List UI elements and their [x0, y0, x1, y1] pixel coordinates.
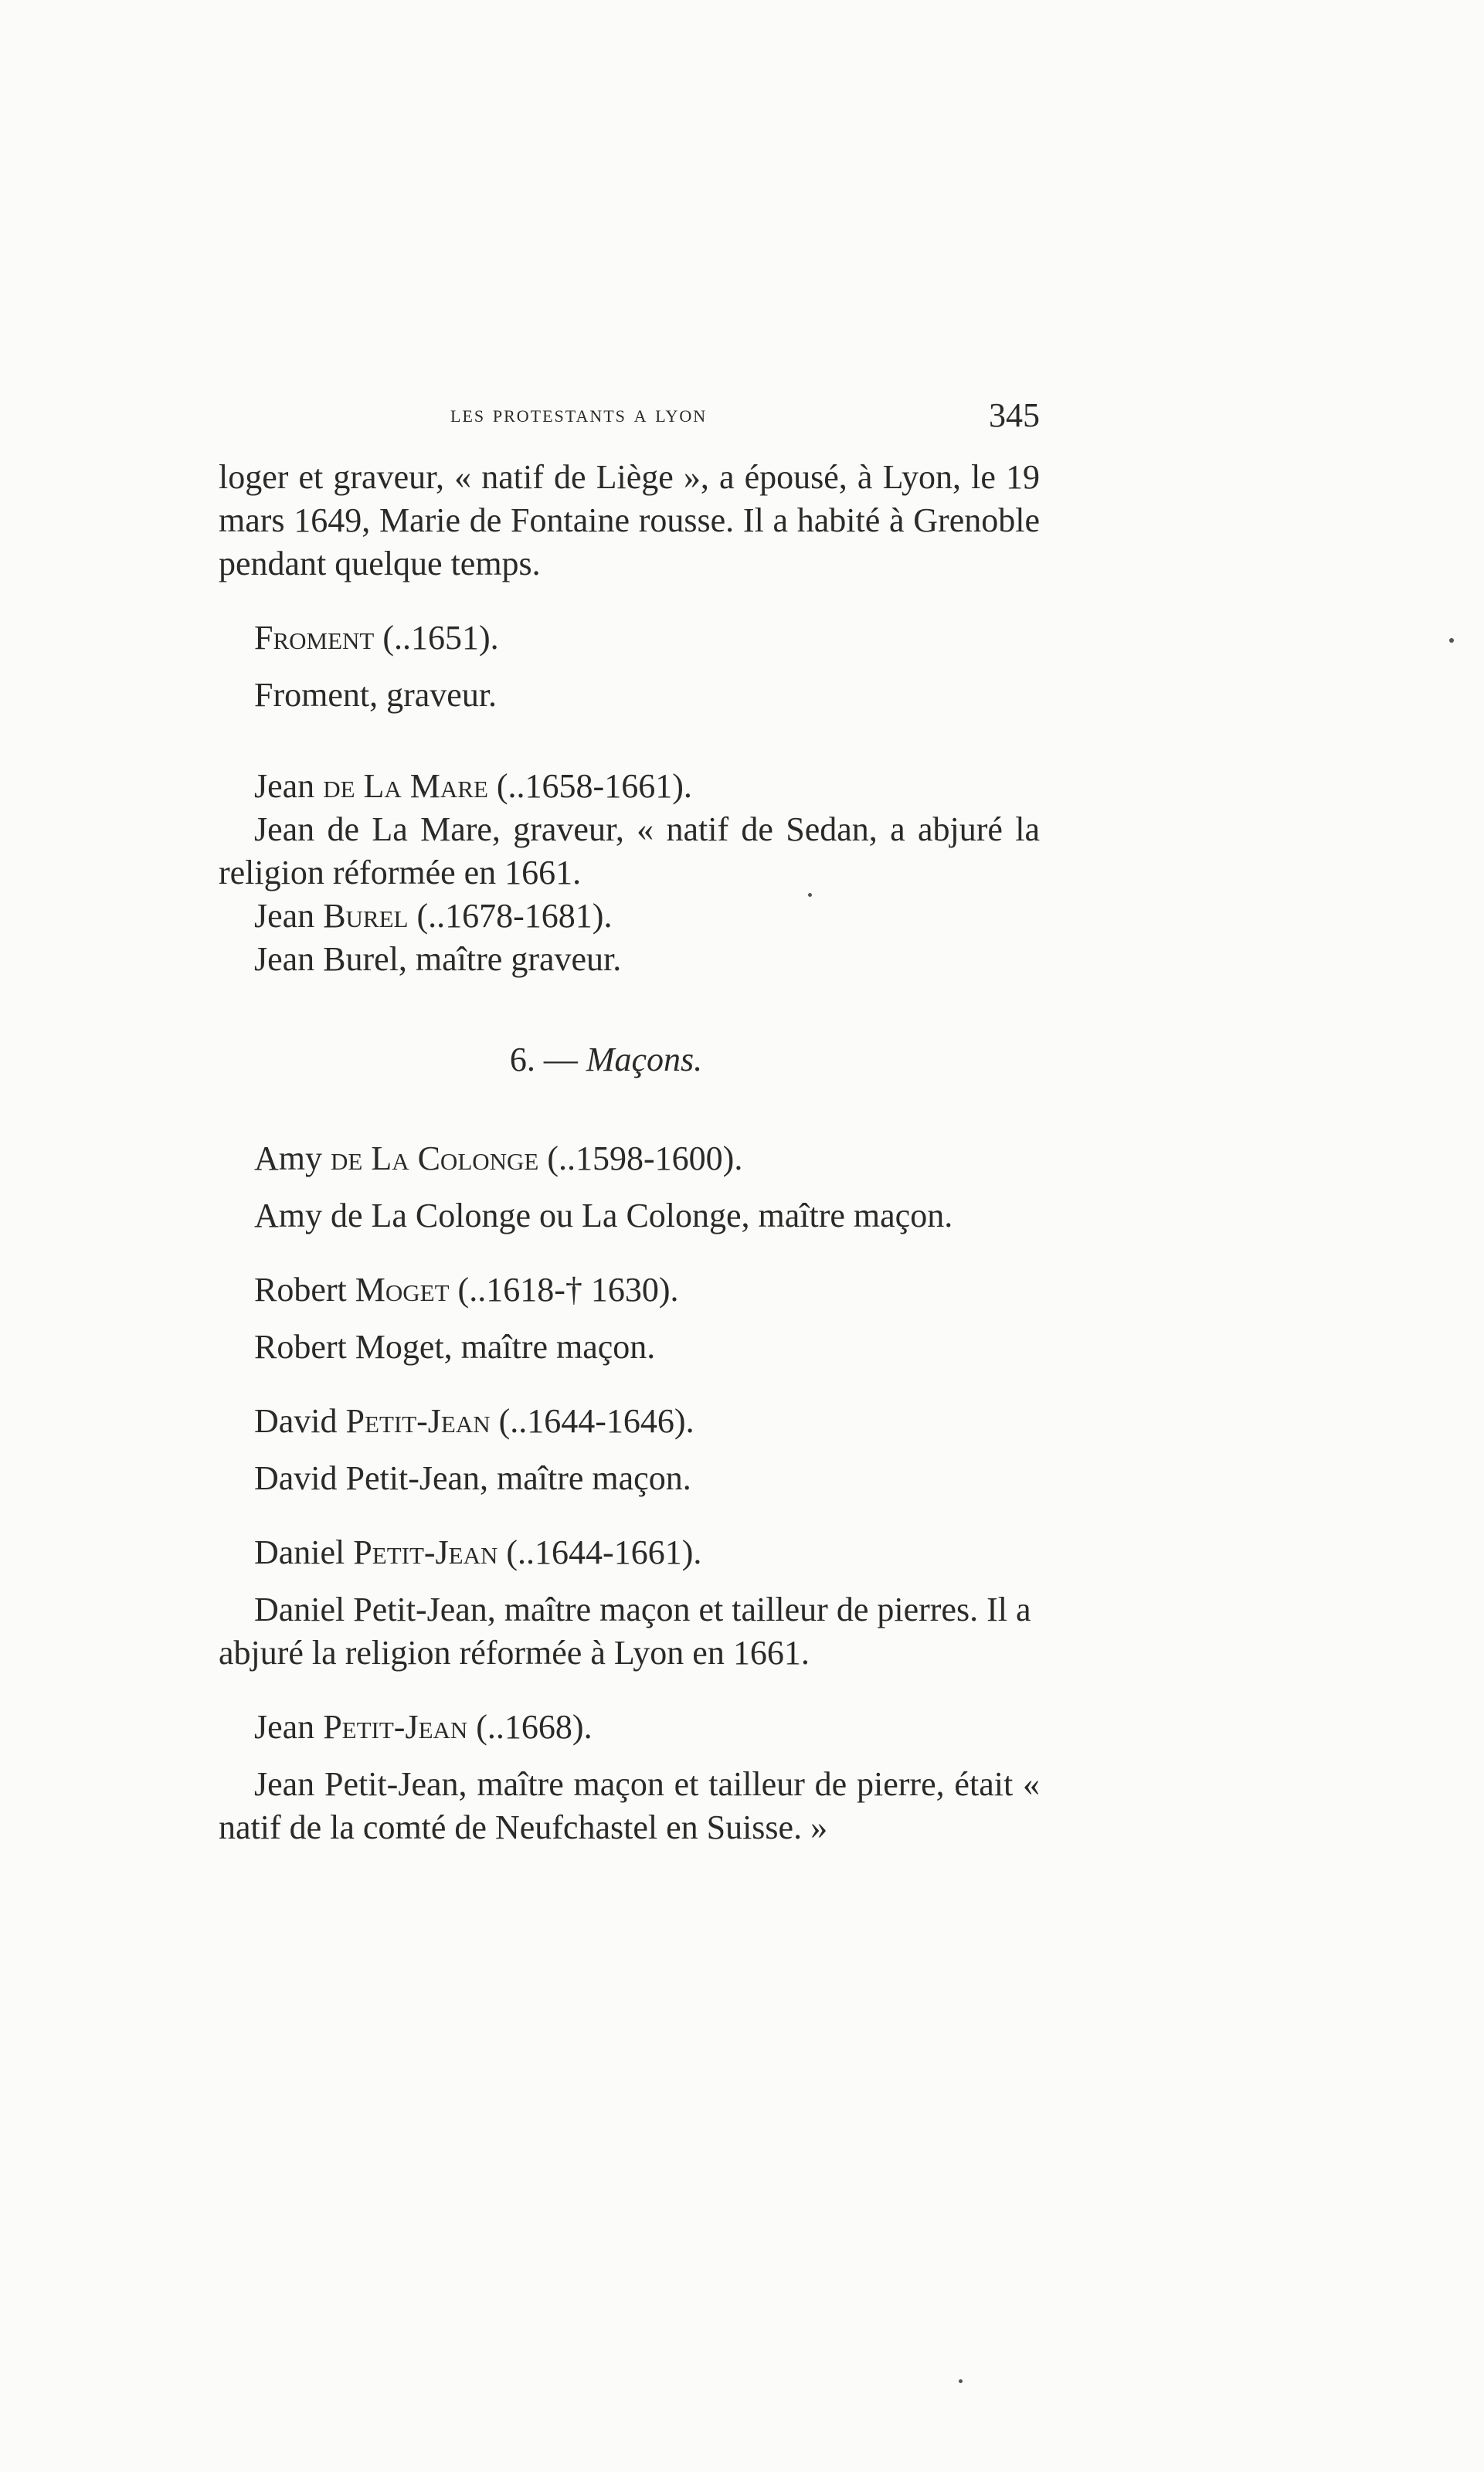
section-title: Maçons. — [586, 1041, 703, 1078]
entry-description: Jean Burel, maître graveur. — [254, 940, 622, 978]
entry-heading — [219, 1137, 1040, 1180]
page-header — [219, 396, 1040, 442]
entry-given-name: Jean — [254, 767, 324, 805]
entry-given-name: David — [254, 1402, 346, 1440]
entry-surname: Petit-Jean — [345, 1402, 491, 1440]
print-speck — [808, 893, 812, 897]
section-number: 6. — — [509, 1041, 586, 1078]
entry-dates: (..1618-† 1630). — [457, 1271, 679, 1309]
entry-description: David Petit-Jean, maître maçon. — [254, 1459, 691, 1497]
print-speck — [959, 2379, 963, 2383]
entry-heading — [219, 895, 1040, 938]
entry-given-name: Amy — [254, 1139, 331, 1177]
entry-description: Froment, graveur. — [254, 676, 497, 714]
entry-surname: Burel — [323, 897, 409, 935]
entry-description: Jean Petit-Jean, maître maçon et tailleur de pierre, était « natif de la comté de Neufchastel en Suisse. » — [219, 1765, 1040, 1846]
entry-dates: (..1644-1646). — [498, 1402, 694, 1440]
entry-description: Daniel Petit-Jean, maître maçon et tailleur de pierres. Il a abjuré la religion réformée à Lyon en 1661. — [219, 1591, 1031, 1672]
entry-given-name: Jean — [254, 1708, 324, 1746]
entry-dates: (..1668). — [476, 1708, 593, 1746]
entry-dates: (..1658-1661). — [496, 767, 692, 805]
entry-dates: (..1651). — [382, 619, 499, 657]
entry-given-name: Robert — [254, 1271, 355, 1309]
entry-heading — [219, 1706, 1040, 1749]
entry-heading — [219, 1531, 1040, 1574]
section-heading — [219, 1038, 1040, 1082]
entry-heading — [219, 765, 1040, 808]
entry-surname: de La Colonge — [331, 1139, 539, 1177]
page-number: 345 — [989, 396, 1040, 434]
entry-dates: (..1644-1661). — [506, 1533, 702, 1571]
entry-given-name: Daniel — [254, 1533, 354, 1571]
entry-description: Amy de La Colonge ou La Colonge, maître maçon. — [254, 1197, 953, 1234]
entry-surname: Froment — [254, 619, 375, 657]
entry-surname: Moget — [355, 1271, 450, 1309]
intro-paragraph: loger et graveur, « natif de Liège », a épousé, à Lyon, le 19 mars 1649, Marie de Fontaine rousse. Il a habité à Grenoble pendant quelque temps. — [219, 458, 1040, 582]
entry-heading — [219, 1400, 1040, 1443]
page-body — [219, 456, 1040, 1849]
entry-surname: Petit-Jean — [353, 1533, 498, 1571]
entry-heading — [219, 616, 1040, 660]
entry-heading — [219, 1268, 1040, 1312]
entry-dates: (..1678-1681). — [416, 897, 613, 935]
entry-given-name: Jean — [254, 897, 324, 935]
entry-surname: de La Mare — [323, 767, 488, 805]
entry-description: Robert Moget, maître maçon. — [254, 1328, 656, 1366]
entry-surname: Petit-Jean — [323, 1708, 468, 1746]
entry-description: Jean de La Mare, graveur, « natif de Sedan, a abjuré la religion réformée en 1661. — [219, 810, 1040, 891]
running-title: les protestants a lyon — [450, 400, 708, 427]
entry-dates: (..1598-1600). — [547, 1139, 743, 1177]
print-speck — [1449, 638, 1454, 643]
